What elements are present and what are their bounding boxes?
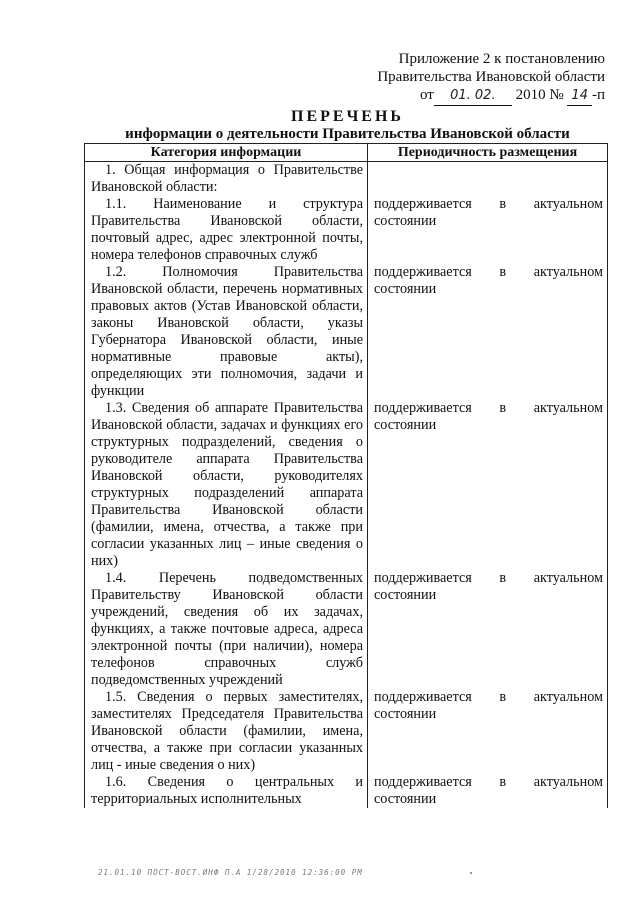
information-table [84,143,608,808]
number-suffix: -п [591,87,605,103]
period-word-2: в [499,196,507,212]
document-title: ПЕРЕЧЕНЬ [291,108,404,125]
year-number-label: 2010 № [515,87,564,103]
category-cell [85,570,368,689]
period-word-1: поддерживается [374,774,472,790]
period-word-3: актуальном [533,400,603,416]
table-row [85,774,608,808]
table-row [85,264,608,400]
period-word-4: состоянии [374,281,437,297]
table-header-row [85,144,608,162]
category-text: 1.1. Наименование и структура Правительства Ивановской области, почтовый адрес, адрес электронной почты, номера телефонов справочных служб [91,196,363,263]
period-word-4: состоянии [374,706,437,722]
table-row [85,400,608,570]
date-field [434,86,512,106]
category-text: 1.2. Полномочия Правительства Ивановской области, перечень нормативных правовых актов (Устав Ивановской области, законы Ивановской области, указы Губернатора Ивановской области, иные нормативные правовые акты), определяющих эти полномочия, задачи и функции [91,264,363,399]
period-cell [368,400,608,570]
handwritten-number: 14 [571,88,588,103]
category-cell [85,400,368,570]
table-row [85,196,608,264]
category-cell [85,264,368,400]
period-cell [368,774,608,808]
date-prefix: от [420,87,434,103]
period-word-1: поддерживается [374,400,472,416]
appendix-line-1: Приложение 2 к постановлению [398,51,605,67]
category-text: 1.6. Сведения о центральных и территориальных исполнительных [91,774,363,807]
table-row [85,689,608,774]
period-word-1: поддерживается [374,689,472,705]
period-word-1: поддерживается [374,570,472,586]
period-cell [368,264,608,400]
period-word-2: в [499,689,507,705]
period-word-1: поддерживается [374,196,472,212]
scan-speck [470,872,472,874]
column-header-category: Категория информации [85,144,368,162]
column-header-period: Периодичность размещения [368,144,608,162]
handwritten-date: 01. 02. [450,88,496,103]
period-word-2: в [499,264,507,280]
period-word-3: актуальном [533,689,603,705]
category-text: 1.4. Перечень подведомственных Правительству Ивановской области учреждений, сведения об их задачах, функциях, а также почтовые адреса, адреса электронной почты (при наличии), номера телефонов справочных служб подведомственных учреждений [91,570,363,688]
period-word-2: в [499,400,507,416]
print-footer: 21.01.10 ПОСТ-ВОСТ.ИНФ П.А 1/28/2010 12:36:00 PM [98,868,363,877]
period-cell [368,196,608,264]
appendix-line-2: Правительства Ивановской области [377,69,605,85]
period-word-4: состоянии [374,587,437,603]
period-word-4: состоянии [374,791,437,807]
category-text: 1. Общая информация о Правительстве Ивановской области: [91,162,363,195]
document-subtitle: информации о деятельности Правительства Ивановской области [125,126,570,142]
category-text: 1.3. Сведения об аппарате Правительства Ивановской области, задачах и функциях его структурных подразделений, сведения о руководителе аппарата Правительства Ивановской области, руководителях структурных подразделений аппарата Правительства Ивановской области (фамилии, имена, отчества, а также при согласии указанных лиц – иные сведения о них) [91,400,363,569]
period-word-3: актуальном [533,774,603,790]
period-word-2: в [499,570,507,586]
category-cell [85,196,368,264]
number-field [567,86,592,106]
period-word-4: состоянии [374,213,437,229]
period-cell [368,570,608,689]
period-word-3: актуальном [533,264,603,280]
period-word-2: в [499,774,507,790]
category-text: 1.5. Сведения о первых заместителях, заместителях Председателя Правительства Ивановской области (фамилии, имена, отчества, а также при согласии указанных лиц - иные сведения о них) [91,689,363,773]
category-cell [85,689,368,774]
period-cell [368,689,608,774]
period-cell [368,162,608,197]
period-word-3: актуальном [533,570,603,586]
table-row [85,162,608,197]
period-word-1: поддерживается [374,264,472,280]
appendix-header [355,50,605,106]
table-row [85,570,608,689]
category-cell [85,774,368,808]
category-cell [85,162,368,197]
appendix-date-line [355,86,605,106]
period-word-3: актуальном [533,196,603,212]
period-word-4: состоянии [374,417,437,433]
